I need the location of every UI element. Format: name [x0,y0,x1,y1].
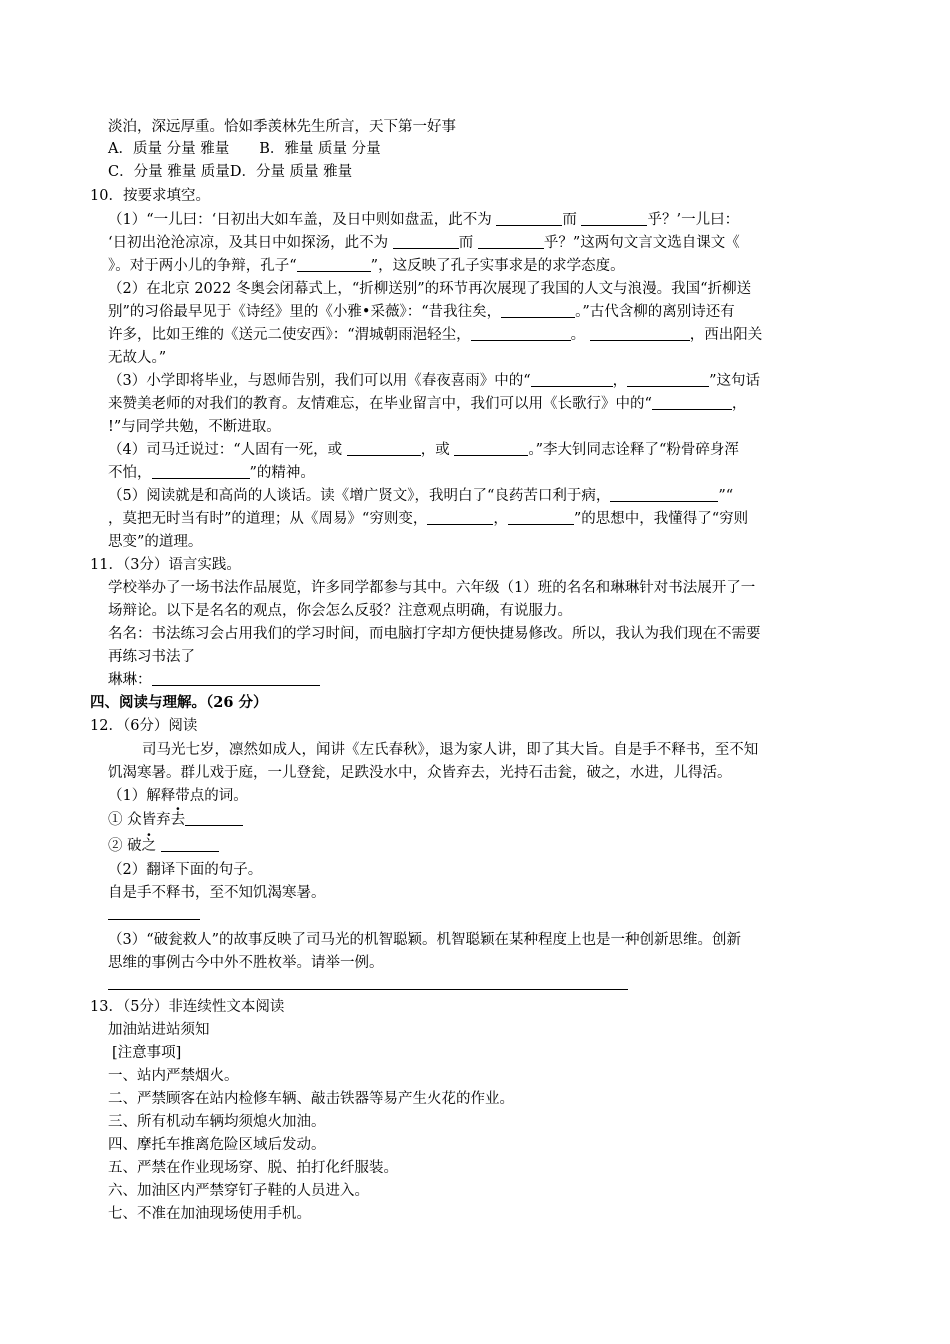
q13-item: 六、加油区内严禁穿钉子鞋的人员进入。 [108,1183,369,1199]
q11-line1: 学校举办了一场书法作品展览，许多同学都参与其中。六年级（1）班的名名和琳琳针对书法展开了一 [108,580,756,596]
answer-line[interactable] [108,989,628,990]
q9-option-c: C．分量 雅量 质量 [108,164,230,180]
q12-passage-line2: 饥渴寒暑。群儿戏于庭，一儿登瓮，足跌没水中，众皆弃去，光持石击瓮，破之，水进，儿得活。 [108,765,732,781]
q13-item: 七、不准在加油现场使用手机。 [108,1206,311,1222]
q10-title: 10．按要求填空。 [90,188,210,204]
q10-p2-line1: （2）在北京 2022 冬奥会闭幕式上，“折柳送别”的环节再次展现了我国的人文与浪漫。我国“折柳送 [108,281,752,297]
q13-item: 四、摩托车推离危险区域后发动。 [108,1137,326,1153]
q10-p1-line3: 》。对于两小儿的争辩，孔子“ ”，这反映了孔子实事求是的求学态度。 [108,258,625,274]
q10-p2-line4: 无故人。” [108,350,167,366]
blank[interactable] [496,211,562,226]
q12-item1: ① 众皆弃去 [108,810,243,830]
blank[interactable] [627,372,709,387]
blank[interactable] [454,441,528,456]
q11-line2: 场辩论。以下是名名的观点，你会怎么反驳？注意观点明确，有说服力。 [108,603,572,619]
q12-sub3-line2: 思维的事例古今中外不胜枚举。请举一例。 [108,955,384,971]
blank[interactable] [393,234,459,249]
q13-subheading: [注意事项] [112,1045,182,1061]
blank[interactable] [590,326,690,341]
q13-item: 三、所有机动车辆均须熄火加油。 [108,1114,326,1130]
q12-sub2-sentence: 自是手不释书，至不知饥渴寒暑。 [108,885,326,901]
blank[interactable] [508,510,574,525]
q12-sub2: （2）翻译下面的句子。 [108,862,263,878]
q9-options-ab [108,139,381,159]
q10-p5-line1: （5）阅读就是和高尚的人谈话。读《增广贤文》，我明白了“良药苦口利于病， ”“ [108,488,734,504]
q9-option-a: A．质量 分量 雅量 [108,141,230,157]
dotted-char: 之 [141,838,157,854]
q13-item: 二、严禁顾客在站内检修车辆、敲击铁器等易产生火花的作业。 [108,1091,514,1107]
blank[interactable] [531,372,613,387]
blank[interactable] [610,487,718,502]
blank[interactable] [581,211,647,226]
q12-item2: ② 破之 [108,836,219,856]
q11-line4: 再练习书法了 [108,649,195,665]
q9-tail-text: 淡泊，深远厚重。恰如季羡林先生所言，天下第一好事 [108,119,456,135]
dotted-char: 去 [170,812,186,828]
q10-p1-line2: ‘日初出沧沧凉凉，及其日中如探汤，此不为 而 乎？”这两句文言文选自课文《 [108,235,740,251]
q10-p3-line1: （3）小学即将毕业，与恩师告别，我们可以用《春夜喜雨》中的“ ， ”这句话 [108,373,761,389]
q10-p5-line3: 思变”的道理。 [108,534,203,550]
q11-line3: 名名：书法练习会占用我们的学习时间，而电脑打字却方便快捷易修改。所以，我认为我们现在不需要 [108,626,761,642]
blank[interactable] [297,257,371,272]
q10-p3-line2: 来赞美老师的对我们的教育。友情难忘，在毕业留言中，我们可以用《长歌行》中的“ ， [108,396,747,412]
q13-item: 五、严禁在作业现场穿、脱、拍打化纤服装。 [108,1160,398,1176]
blank[interactable] [652,395,732,410]
blank[interactable] [347,441,421,456]
q12-sub1: （1）解释带点的词。 [108,788,248,804]
q11-answer-line: 琳琳： [108,670,320,690]
q9-option-b: B．雅量 质量 分量 [259,141,381,157]
q10-p1-line1: （1）“一儿曰：‘日初出大如车盖，及日中则如盘盂，此不为 而 乎？’一儿曰： [108,212,740,228]
q10-p4-line1: （4）司马迁说过：“人固有一死，或 ，或 。”李大钊同志诠释了“粉骨碎身浑 [108,442,739,458]
blank[interactable] [185,811,243,826]
q9-option-d: D．分量 质量 雅量 [229,164,353,180]
q13-heading: 加油站进站须知 [108,1022,210,1038]
answer-line[interactable] [108,919,200,920]
q10-p4-line2: 不怕， ”的精神。 [108,465,315,481]
blank[interactable] [471,326,571,341]
q12-title: 12．（6分）阅读 [90,718,198,734]
blank[interactable] [478,234,544,249]
section-four-heading: 四、阅读与理解。（26 分） [90,694,268,711]
blank[interactable] [161,837,219,852]
q10-p3-line3: !”与同学共勉，不断进取。 [108,419,281,435]
q13-item: 一、站内严禁烟火。 [108,1068,239,1084]
q12-passage-line1: 司马光七岁，凛然如成人，闻讲《左氏春秋》，退为家人讲，即了其大旨。自是手不释书，至不知 [142,742,759,758]
q11-title: 11．（3分）语言实践。 [90,557,241,573]
blank[interactable] [152,464,250,479]
q13-title: 13．（5分）非连续性文本阅读 [90,999,285,1015]
blank[interactable] [427,510,493,525]
answer-blank[interactable] [152,671,320,686]
q10-p2-line2: 别”的习俗最早见于《诗经》里的《小雅•采薇》：“昔我往矣， 。”古代含柳的离别诗还有 [108,304,735,320]
blank[interactable] [501,303,575,318]
q9-options-cd [108,162,352,182]
q10-p2-line3: 许多，比如王维的《送元二使安西》：“渭城朝雨浥轻尘， 。 ，西出阳关 [108,327,763,343]
q12-sub3-line1: （3）“破瓮救人”的故事反映了司马光的机智聪颖。机智聪颖在某种程度上也是一种创新思维。创新 [108,932,742,948]
q10-p5-line2: ，莫把无时当有时”的道理；从《周易》“穷则变， ， ”的思想中，我懂得了“穷则 [108,511,749,527]
